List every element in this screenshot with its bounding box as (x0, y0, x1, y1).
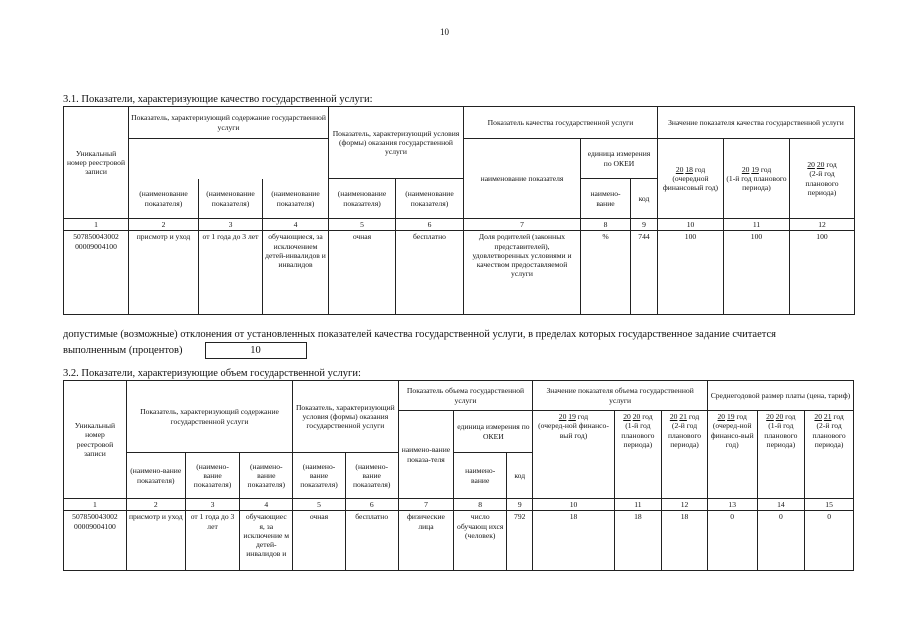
cell-indicator-name: физические лица (398, 511, 454, 571)
header-content-blank (129, 139, 329, 179)
header-unique-number: Уникальный номер реестровой записи (64, 381, 127, 499)
cell-content-1: присмотр и уход (129, 231, 199, 315)
cell-volume-1: 18 (533, 511, 614, 571)
column-numbers-row (64, 219, 855, 231)
cell-value-1: 100 (658, 231, 724, 315)
cell-value-2: 100 (724, 231, 790, 315)
table-row (64, 231, 855, 315)
col-num: 11 (614, 499, 662, 511)
cell-condition-2: бесплатно (345, 511, 398, 571)
cell-unit-name: % (581, 231, 631, 315)
col-num: 6 (345, 499, 398, 511)
header-volume-year-3: 20 21 год (2-й год планового периода) (662, 411, 708, 499)
col-num: 7 (398, 499, 454, 511)
header-unit-name: наимено-вание (581, 179, 631, 219)
header-sub-6: (наименование показателя) (396, 179, 464, 219)
header-unit-code: код (507, 453, 533, 499)
header-quality-indicator: Показатель качества государственной услуги (464, 107, 658, 139)
col-num: 4 (263, 219, 329, 231)
header-sub-2: (наимено-вание показателя) (126, 453, 185, 499)
col-num: 1 (64, 219, 129, 231)
column-numbers-row (64, 499, 854, 511)
header-volume-value: Значение показателя объема государственной услуги (533, 381, 707, 411)
header-content-indicator: Показатель, характеризующий содержание государственной услуги (129, 107, 329, 139)
cell-fee-2: 0 (757, 511, 805, 571)
header-fee-year-1: 20 19 год (очеред-ной финансо-вый год) (707, 411, 757, 499)
col-num: 1 (64, 499, 127, 511)
deviation-note-text: допустимые (возможные) отклонения от установленных показателей качества государственной услуги, в пределах которых государственное задание считается выполненным (процентов) (63, 329, 776, 356)
header-quality-value: Значение показателя качества государственной услуги (658, 107, 855, 139)
cell-content-1: присмотр и уход (126, 511, 185, 571)
header-sub-2: (наименование показателя) (129, 179, 199, 219)
cell-volume-2: 18 (614, 511, 662, 571)
quality-table (63, 106, 855, 315)
col-num: 14 (757, 499, 805, 511)
cell-indicator-name: Доля родителей (законных представителей), удовлетворенных условиями и качеством предоставляемой услуги (464, 231, 581, 315)
col-num: 3 (185, 499, 240, 511)
col-num: 10 (533, 499, 614, 511)
header-unit-okei: единица измерения по ОКЕИ (454, 411, 533, 453)
cell-unit-code: 792 (507, 511, 533, 571)
col-num: 8 (581, 219, 631, 231)
col-num: 11 (724, 219, 790, 231)
col-num: 12 (790, 219, 855, 231)
cell-condition-2: бесплатно (396, 231, 464, 315)
section-3-2-title: 3.2. Показатели, характеризующие объем государственной услуги: (63, 368, 361, 379)
header-volume-indicator: Показатель объема государственной услуги (398, 381, 533, 411)
col-num: 12 (662, 499, 708, 511)
cell-content-2: от 1 года до 3 лет (185, 511, 240, 571)
col-num: 15 (805, 499, 854, 511)
header-average-fee: Среднегодовой размер платы (цена, тариф) (707, 381, 853, 411)
header-sub-3: (наименование показателя) (199, 179, 263, 219)
col-num: 9 (507, 499, 533, 511)
header-fee-year-2: 20 20 год (1-й год планового периода) (757, 411, 805, 499)
col-num: 4 (240, 499, 293, 511)
cell-unit-name: число обучающ ихся (человек) (454, 511, 507, 571)
header-fee-year-3: 20 21 год (2-й год планового периода) (805, 411, 854, 499)
header-unique-number: Уникальный номер реестровой записи (64, 107, 129, 219)
header-sub-5: (наименование показателя) (329, 179, 396, 219)
header-year-2: 20 19 год (1-й год планового периода) (724, 139, 790, 219)
deviation-value: 10 (205, 342, 307, 359)
cell-condition-1: очная (329, 231, 396, 315)
header-volume-year-1: 20 19 год (очеред-ной финансо-вый год) (533, 411, 614, 499)
col-num: 13 (707, 499, 757, 511)
cell-content-2: от 1 года до 3 лет (199, 231, 263, 315)
header-condition-indicator: Показатель, характеризующий условия (формы) оказания государственной услуги (293, 381, 398, 453)
header-unit-name: наимено-вание (454, 453, 507, 499)
volume-table (63, 380, 854, 571)
table-row (64, 511, 854, 571)
col-num: 2 (129, 219, 199, 231)
cell-unique-number: 507850043002 00009004100 (64, 511, 127, 571)
col-num: 5 (293, 499, 346, 511)
header-indicator-name: наимено-вание показа-теля (398, 411, 454, 499)
section-3-1-title: 3.1. Показатели, характеризующие качество государственной услуги: (63, 94, 373, 105)
header-unit-okei: единица измерения по ОКЕИ (581, 139, 658, 179)
col-num: 2 (126, 499, 185, 511)
col-num: 9 (631, 219, 658, 231)
header-sub-4: (наименование показателя) (263, 179, 329, 219)
header-sub-5: (наимено-вание показателя) (293, 453, 346, 499)
col-num: 10 (658, 219, 724, 231)
header-unit-code: код (631, 179, 658, 219)
header-condition-indicator: Показатель, характеризующий условия (формы) оказания государственной услуги (329, 107, 464, 179)
cell-fee-3: 0 (805, 511, 854, 571)
deviation-note (63, 327, 803, 359)
header-sub-4: (наимено-вание показателя) (240, 453, 293, 499)
header-content-indicator: Показатель, характеризующий содержание государственной услуги (126, 381, 292, 453)
header-sub-3: (наимено-вание показателя) (185, 453, 240, 499)
cell-content-3: обучающиес я, за исключение м детей-инвалидов и (240, 511, 293, 571)
page-number: 10 (440, 27, 449, 37)
col-num: 3 (199, 219, 263, 231)
header-indicator-name: наименование показателя (464, 139, 581, 219)
col-num: 6 (396, 219, 464, 231)
cell-unique-number: 507850043002 00009004100 (64, 231, 129, 315)
header-sub-6: (наимено-вание показателя) (345, 453, 398, 499)
cell-content-3: обучающиеся, за исключением детей-инвалидов и инвалидов (263, 231, 329, 315)
cell-fee-1: 0 (707, 511, 757, 571)
cell-unit-code: 744 (631, 231, 658, 315)
col-num: 8 (454, 499, 507, 511)
col-num: 7 (464, 219, 581, 231)
col-num: 5 (329, 219, 396, 231)
header-year-3: 20 20 год (2-й год планового периода) (790, 139, 855, 219)
cell-value-3: 100 (790, 231, 855, 315)
cell-condition-1: очная (293, 511, 346, 571)
cell-volume-3: 18 (662, 511, 708, 571)
header-year-1: 20 18 год (очередной финансовый год) (658, 139, 724, 219)
header-volume-year-2: 20 20 год (1-й год планового периода) (614, 411, 662, 499)
